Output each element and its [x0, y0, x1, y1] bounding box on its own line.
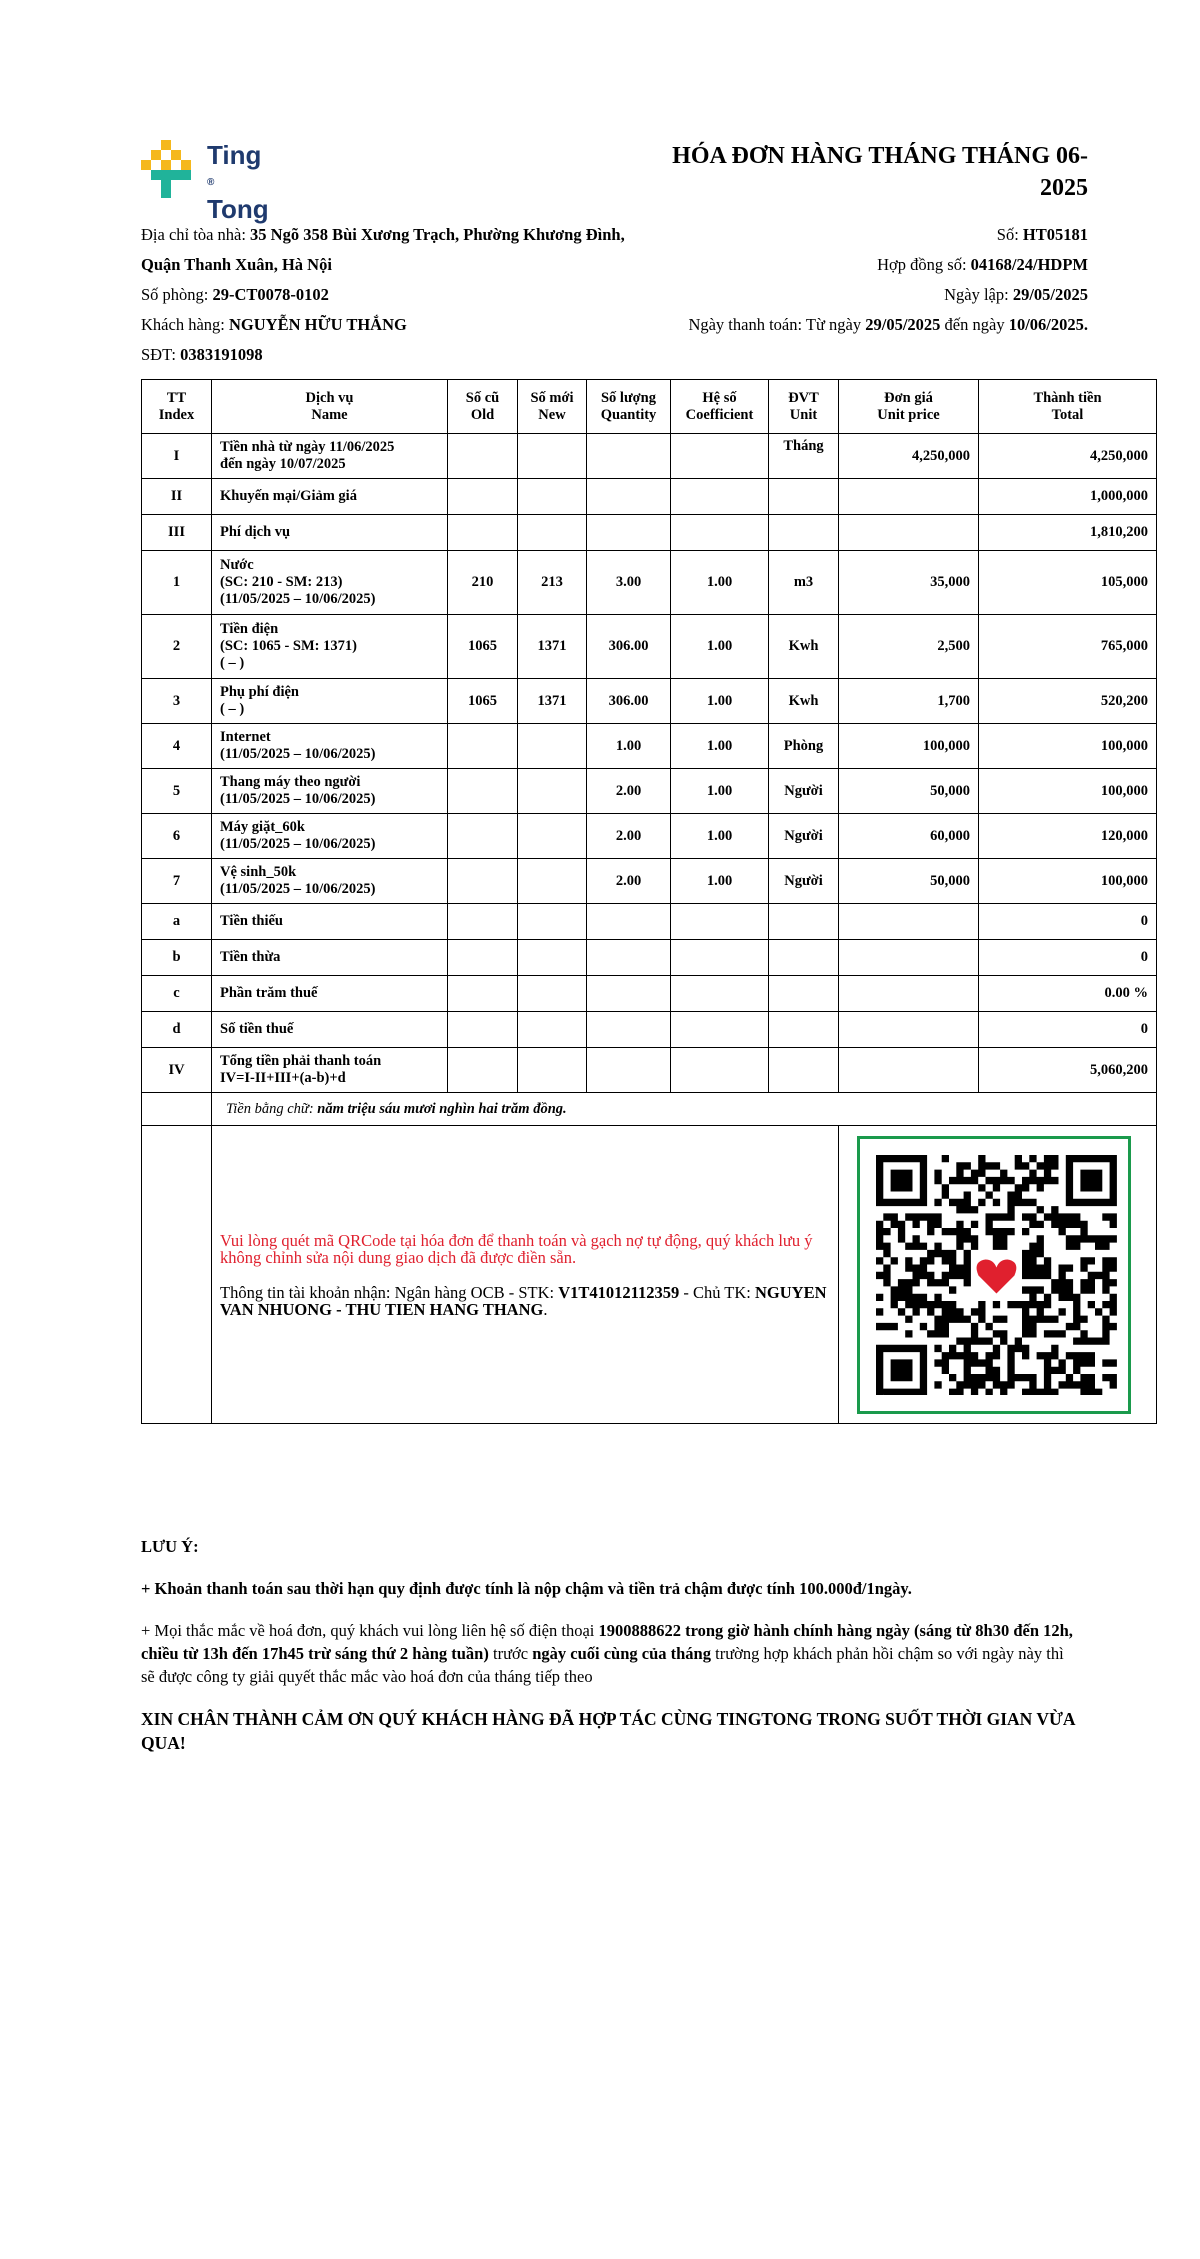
column-header-line: Unit: [789, 406, 818, 423]
payment-period: Ngày thanh toán: Từ ngày 29/05/2025 đến ngày 10/06/2025.: [688, 315, 1088, 334]
heart-icon: [977, 1259, 1017, 1293]
service-name-line: Phần trăm thuế: [220, 985, 318, 1001]
cell-old: 1065: [448, 679, 518, 724]
cell-coef: 1.00: [671, 615, 769, 679]
table-row: [142, 679, 1157, 724]
cell-qty: 3.00: [587, 551, 671, 615]
cell-qty: 306.00: [587, 615, 671, 679]
cell-coef: 1.00: [671, 679, 769, 724]
cell-old: [448, 769, 518, 814]
cell-new: [518, 434, 587, 479]
cell-unit: [769, 1012, 839, 1048]
cell-total: 100,000: [979, 769, 1157, 814]
column-header: [979, 380, 1157, 434]
cell-price: [839, 479, 979, 515]
service-name-line: IV=I-II+III+(a-b)+d: [220, 1070, 346, 1086]
service-name-line: Máy giặt_60k: [220, 819, 305, 835]
service-name-line: Thang máy theo người: [220, 774, 361, 790]
thank-you-message: XIN CHÂN THÀNH CẢM ƠN QUÝ KHÁCH HÀNG ĐÃ HỢP TÁC CÙNG TINGTONG TRONG SUỐT THỜI GIAN VỪA QUA!: [141, 1709, 1075, 1753]
column-header-line: TT: [166, 389, 187, 406]
cell-new: [518, 479, 587, 515]
service-name-line: Nước: [220, 557, 254, 573]
qr-instruction: Vui lòng quét mã QRCode tại hóa đơn để thanh toán và gạch nợ tự động, quý khách lưu ý không chỉnh sửa nội dung giao dịch đã được điền sẵn.: [220, 1230, 813, 1267]
cell-unit: [769, 479, 839, 515]
cell-name: [212, 434, 448, 479]
cell-empty: [142, 1093, 212, 1126]
cell-total: 100,000: [979, 859, 1157, 904]
cell-old: [448, 859, 518, 904]
service-name-line: Khuyến mại/Giảm giá: [220, 488, 357, 504]
cell-unit: m3: [769, 551, 839, 615]
service-name-line: (11/05/2025 – 10/06/2025): [220, 836, 376, 852]
cell-unit: [769, 1048, 839, 1093]
tingtong-logo: [141, 140, 281, 224]
invoice-title: HÓA ĐƠN HÀNG THÁNG THÁNG 06-2025: [672, 143, 1088, 201]
service-name-line: Vệ sinh_50k: [220, 864, 297, 880]
table-row: [142, 724, 1157, 769]
table-row: [142, 940, 1157, 976]
column-header: [142, 380, 212, 434]
cell-old: [448, 814, 518, 859]
cell-old: [448, 479, 518, 515]
column-header: [839, 380, 979, 434]
cell-new: [518, 814, 587, 859]
customer-name: Khách hàng: NGUYỄN HỮU THẮNG: [141, 315, 407, 334]
cell-price: 2,500: [839, 615, 979, 679]
column-header-line: Đơn giá: [884, 389, 933, 406]
cell-price: 100,000: [839, 724, 979, 769]
column-header: [212, 380, 448, 434]
service-name-line: ( – ): [220, 701, 245, 717]
service-name-line: Tiền điện: [220, 621, 279, 637]
payment-row: [142, 1126, 1157, 1424]
table-row: [142, 976, 1157, 1012]
cell-total: 0: [979, 1012, 1157, 1048]
cell-old: 1065: [448, 615, 518, 679]
cell-old: [448, 434, 518, 479]
column-header-line: Dịch vụ: [305, 389, 354, 406]
cell-price: [839, 904, 979, 940]
cell-name: [212, 724, 448, 769]
payment-instructions: [212, 1126, 839, 1424]
column-header: [518, 380, 587, 434]
cell-price: 1,700: [839, 679, 979, 724]
cell-new: [518, 940, 587, 976]
service-name-line: Phụ phí điện: [220, 684, 299, 700]
cell-unit: Phòng: [769, 724, 839, 769]
invoice-number: Số: HT05181: [996, 225, 1088, 244]
cell-qty: [587, 1048, 671, 1093]
cell-new: [518, 724, 587, 769]
cell-name: [212, 814, 448, 859]
cell-unit: [769, 904, 839, 940]
cell-qty: [587, 434, 671, 479]
cell-old: 210: [448, 551, 518, 615]
cell-index: 3: [142, 679, 212, 724]
cell-coef: [671, 479, 769, 515]
invoice-table: [141, 379, 1157, 1424]
table-row: [142, 434, 1157, 479]
cell-new: [518, 1048, 587, 1093]
cell-index: b: [142, 940, 212, 976]
cell-name: [212, 976, 448, 1012]
cell-coef: 1.00: [671, 551, 769, 615]
cell-old: [448, 515, 518, 551]
cell-index: 5: [142, 769, 212, 814]
cell-unit: [769, 940, 839, 976]
cell-total: 0: [979, 940, 1157, 976]
table-header-row: [142, 380, 1157, 434]
cell-qty: [587, 904, 671, 940]
cell-total: 765,000: [979, 615, 1157, 679]
cell-total: 100,000: [979, 724, 1157, 769]
service-name-line: đến ngày 10/07/2025: [220, 456, 346, 472]
qr-code[interactable]: [857, 1136, 1131, 1414]
room-number: Số phòng: 29-CT0078-0102: [141, 285, 329, 304]
cell-price: 50,000: [839, 769, 979, 814]
cell-name: [212, 615, 448, 679]
table-row: [142, 814, 1157, 859]
service-name-line: (SC: 210 - SM: 213): [220, 574, 343, 590]
service-name-line: (11/05/2025 – 10/06/2025): [220, 881, 376, 897]
cell-empty: [142, 1126, 212, 1424]
cell-price: [839, 515, 979, 551]
column-header-line: Coefficient: [685, 406, 754, 423]
cell-unit: Người: [769, 814, 839, 859]
service-name-line: (11/05/2025 – 10/06/2025): [220, 746, 376, 762]
cell-name: [212, 679, 448, 724]
column-header-line: Số cũ: [465, 389, 500, 406]
cell-index: IV: [142, 1048, 212, 1093]
service-name-line: Tiền nhà từ ngày 11/06/2025: [220, 439, 395, 455]
cell-coef: [671, 515, 769, 551]
cell-index: 6: [142, 814, 212, 859]
service-name-line: ( – ): [220, 655, 245, 671]
cell-price: 60,000: [839, 814, 979, 859]
cell-total: 0: [979, 904, 1157, 940]
cell-index: d: [142, 1012, 212, 1048]
cell-coef: [671, 1012, 769, 1048]
column-header-line: Total: [1051, 406, 1084, 423]
cell-total: 120,000: [979, 814, 1157, 859]
cell-old: [448, 904, 518, 940]
logo-word-2: Tong: [207, 194, 269, 224]
cell-new: 213: [518, 551, 587, 615]
cell-unit: [769, 515, 839, 551]
cell-index: c: [142, 976, 212, 1012]
cell-index: II: [142, 479, 212, 515]
cell-qty: 2.00: [587, 859, 671, 904]
cell-price: 50,000: [839, 859, 979, 904]
cell-coef: [671, 434, 769, 479]
cell-qty: 1.00: [587, 724, 671, 769]
cell-index: III: [142, 515, 212, 551]
table-row: [142, 904, 1157, 940]
cell-index: 1: [142, 551, 212, 615]
cell-total: 520,200: [979, 679, 1157, 724]
qr-cell: [839, 1126, 1157, 1424]
table-row: [142, 859, 1157, 904]
cell-name: [212, 940, 448, 976]
cell-index: a: [142, 904, 212, 940]
cell-qty: 306.00: [587, 679, 671, 724]
cell-qty: [587, 479, 671, 515]
cell-coef: [671, 940, 769, 976]
notes-heading: LƯU Ý:: [141, 1537, 199, 1556]
service-name-line: Số tiền thuế: [220, 1021, 294, 1037]
invoice-meta: [568, 220, 1088, 340]
table-row: [142, 479, 1157, 515]
cell-new: [518, 515, 587, 551]
cell-unit: Người: [769, 859, 839, 904]
cell-price: [839, 940, 979, 976]
cell-unit: [769, 976, 839, 1012]
column-header: [587, 380, 671, 434]
cell-coef: 1.00: [671, 724, 769, 769]
service-name-line: Tiền thừa: [220, 949, 281, 965]
cell-coef: [671, 904, 769, 940]
cell-total: 1,810,200: [979, 515, 1157, 551]
contract-number: Hợp đồng số: 04168/24/HDPM: [877, 255, 1088, 274]
bank-account-info: Thông tin tài khoản nhận: Ngân hàng OCB - STK: V1T41012112359 - Chủ TK: NGUYEN VAN NHUONG - THU TIEN HANG THANG.: [220, 1282, 827, 1319]
cell-total: 0.00 %: [979, 976, 1157, 1012]
cell-new: 1371: [518, 615, 587, 679]
service-name-line: Tổng tiền phải thanh toán: [220, 1053, 382, 1069]
cell-coef: 1.00: [671, 859, 769, 904]
cell-name: [212, 1048, 448, 1093]
cell-price: 35,000: [839, 551, 979, 615]
cell-total: 1,000,000: [979, 479, 1157, 515]
column-header: [448, 380, 518, 434]
service-name-line: (11/05/2025 – 10/06/2025): [220, 591, 376, 607]
column-header-line: New: [538, 406, 566, 423]
cell-name: [212, 515, 448, 551]
service-name-line: Tiền thiếu: [220, 913, 283, 929]
cell-price: [839, 976, 979, 1012]
cell-unit: Kwh: [769, 615, 839, 679]
cell-index: 2: [142, 615, 212, 679]
issue-date: Ngày lập: 29/05/2025: [944, 285, 1088, 304]
contact-note: + Mọi thắc mắc về hoá đơn, quý khách vui lòng liên hệ số điện thoại 1900888622 trong giờ hành chính hàng ngày (sáng từ 8h30 đến 12h, chiều từ 13h đến 17h45 trừ sáng thứ 2 hàng tuần) trước ngày cuối cùng của tháng trường hợp khách phản hồi chậm so với ngày này thì sẽ được công ty giải quyết thắc mắc vào hoá đơn của tháng tiếp theo: [141, 1621, 1073, 1686]
column-header-line: Index: [158, 406, 195, 423]
cell-coef: 1.00: [671, 769, 769, 814]
qr-code-icon: [876, 1155, 1117, 1396]
cell-unit: Kwh: [769, 679, 839, 724]
cell-name: [212, 859, 448, 904]
amount-in-words: Tiền bằng chữ: năm triệu sáu mươi nghìn hai trăm đồng.: [212, 1093, 1157, 1126]
cell-coef: 1.00: [671, 814, 769, 859]
cell-coef: [671, 1048, 769, 1093]
building-address: Địa chỉ tòa nhà: 35 Ngõ 358 Bùi Xương Trạch, Phường Khương Đình, Quận Thanh Xuân, Hà Nội: [141, 225, 625, 274]
table-row: [142, 1012, 1157, 1048]
column-header-line: Số lượng: [600, 389, 656, 406]
logo-word-1: Ting: [207, 140, 262, 170]
service-name-line: Phí dịch vụ: [220, 524, 291, 540]
column-header: [671, 380, 769, 434]
cell-old: [448, 940, 518, 976]
column-header-line: Thành tiền: [1033, 389, 1102, 406]
cell-old: [448, 724, 518, 769]
cell-price: [839, 1012, 979, 1048]
cell-new: [518, 769, 587, 814]
column-header-line: Old: [470, 406, 495, 423]
cell-qty: [587, 940, 671, 976]
cell-total: 4,250,000: [979, 434, 1157, 479]
cell-unit: Tháng: [769, 434, 839, 479]
cell-qty: [587, 1012, 671, 1048]
table-row: [142, 551, 1157, 615]
amount-in-words-row: [142, 1093, 1157, 1126]
service-name-line: Internet: [220, 729, 271, 745]
logo-mark-icon: [141, 140, 201, 200]
cell-name: [212, 479, 448, 515]
notes-section: [141, 1535, 1081, 1774]
column-header: [769, 380, 839, 434]
cell-old: [448, 976, 518, 1012]
cell-new: 1371: [518, 679, 587, 724]
cell-name: [212, 551, 448, 615]
table-row: [142, 769, 1157, 814]
cell-name: [212, 904, 448, 940]
cell-new: [518, 976, 587, 1012]
cell-name: [212, 1012, 448, 1048]
logo-registered: ®: [207, 177, 215, 188]
column-header-line: ĐVT: [788, 389, 819, 406]
column-header-line: Số mới: [530, 389, 574, 406]
cell-old: [448, 1048, 518, 1093]
column-header-line: Hệ số: [702, 389, 737, 406]
cell-new: [518, 1012, 587, 1048]
column-header-line: Quantity: [600, 406, 657, 423]
late-fee-note: + Khoản thanh toán sau thời hạn quy định được tính là nộp chậm và tiền trả chậm được tính 100.000đ/1ngày.: [141, 1579, 912, 1598]
cell-price: [839, 1048, 979, 1093]
cell-coef: [671, 976, 769, 1012]
cell-total: 5,060,200: [979, 1048, 1157, 1093]
table-row: [142, 615, 1157, 679]
cell-new: [518, 904, 587, 940]
cell-qty: 2.00: [587, 769, 671, 814]
customer-phone: SĐT: 0383191098: [141, 345, 263, 364]
column-header-line: Name: [311, 406, 348, 423]
cell-total: 105,000: [979, 551, 1157, 615]
cell-old: [448, 1012, 518, 1048]
service-name-line: (SC: 1065 - SM: 1371): [220, 638, 357, 654]
cell-index: 7: [142, 859, 212, 904]
cell-qty: 2.00: [587, 814, 671, 859]
column-header-line: Unit price: [877, 406, 940, 423]
cell-name: [212, 769, 448, 814]
cell-qty: [587, 515, 671, 551]
cell-price: 4,250,000: [839, 434, 979, 479]
cell-index: 4: [142, 724, 212, 769]
service-name-line: (11/05/2025 – 10/06/2025): [220, 791, 376, 807]
cell-qty: [587, 976, 671, 1012]
table-row: [142, 1048, 1157, 1093]
cell-unit: Người: [769, 769, 839, 814]
cell-new: [518, 859, 587, 904]
table-row: [142, 515, 1157, 551]
cell-index: I: [142, 434, 212, 479]
